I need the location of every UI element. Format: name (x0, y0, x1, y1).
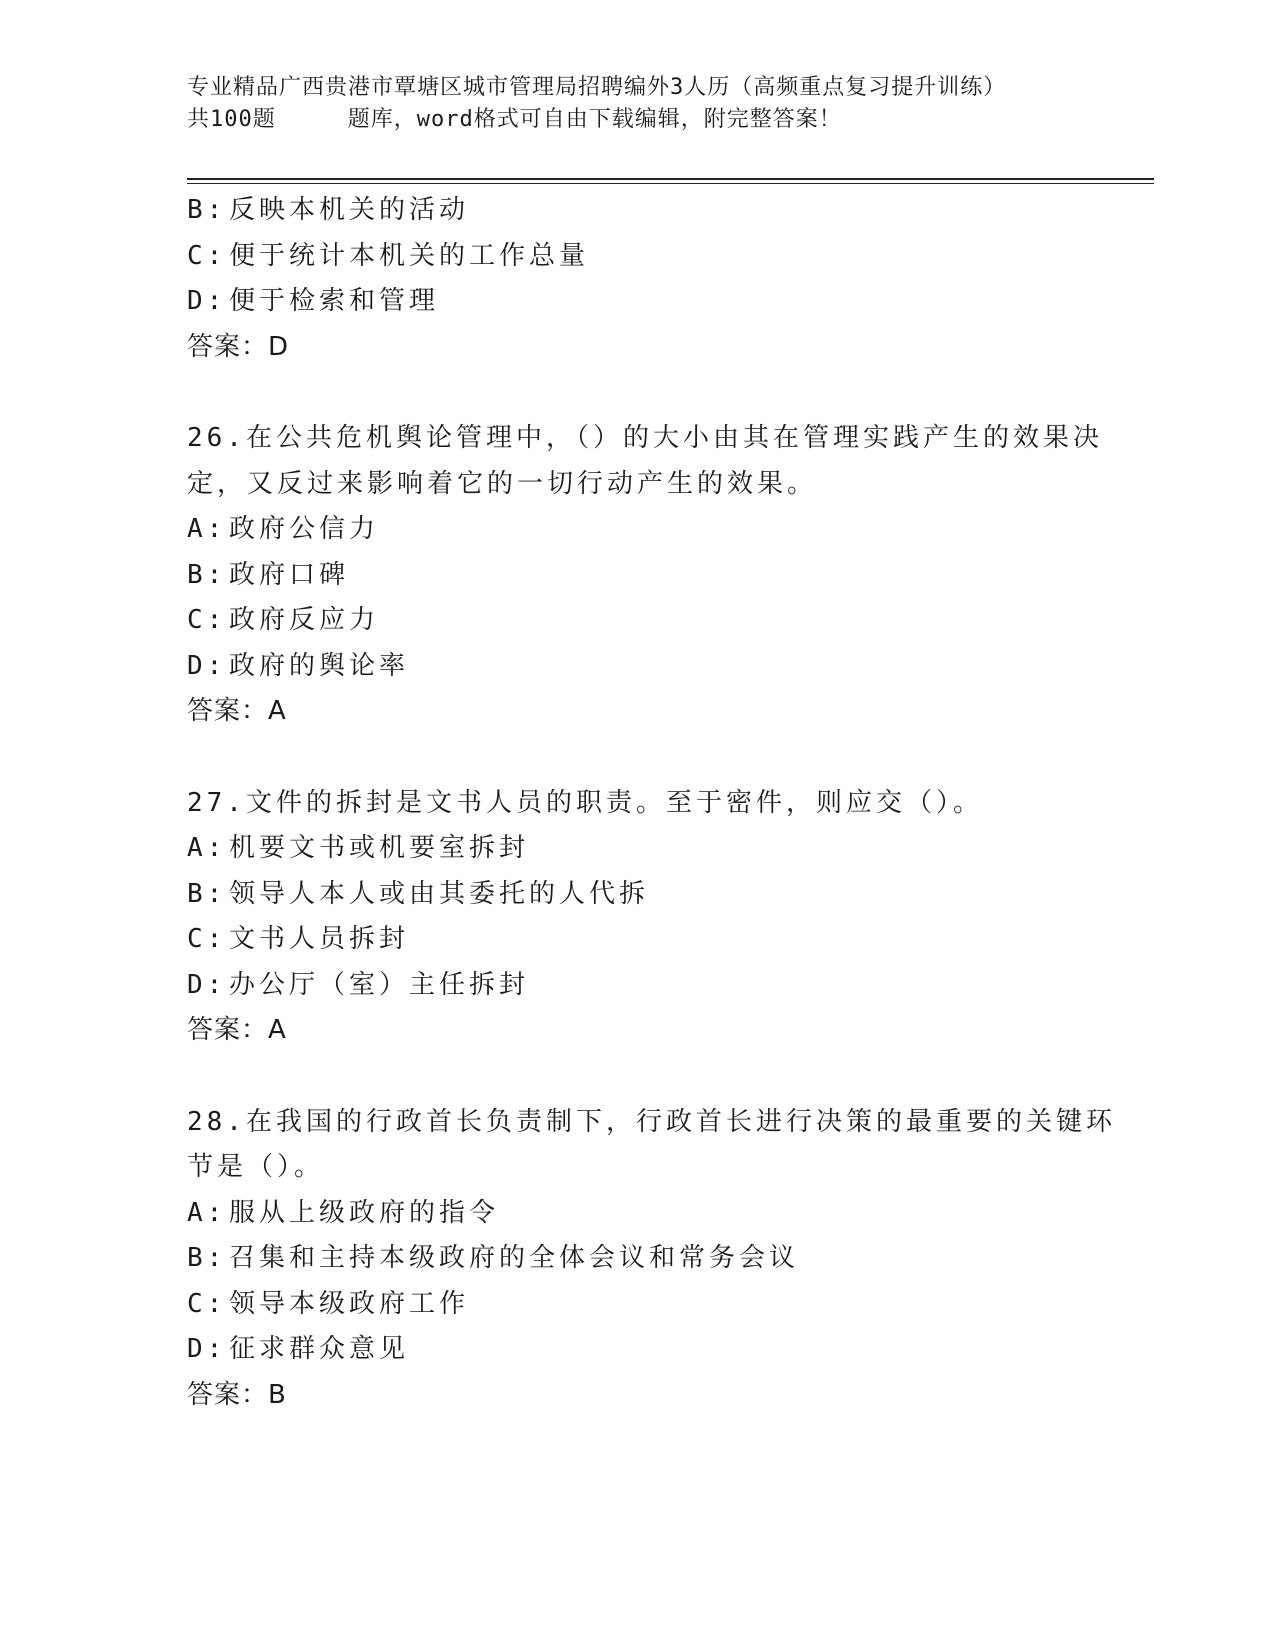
option-c: C: 文书人员拆封 (187, 924, 410, 954)
question-26 (187, 416, 1103, 735)
header-divider-thin (187, 183, 1154, 184)
answer-line: 答案：B (187, 1379, 287, 1410)
option-c: C: 政府反应力 (187, 605, 380, 635)
question-27 (187, 781, 1087, 1054)
option-b: B: 召集和主持本级政府的全体会议和常务会议 (187, 1243, 800, 1273)
header-description: 题库，word格式可自由下载编辑，附完整答案！ (347, 107, 842, 132)
question-stem-continued: 定，又反过来影响着它的一切行动产生的效果。 (187, 468, 818, 499)
option-b: B: 政府口碑 (187, 559, 350, 590)
option-a: A: 政府公信力 (187, 514, 380, 544)
page-header (187, 72, 1087, 136)
option-b: B: 反映本机关的活动 (187, 195, 470, 225)
option-b: B: 领导人本人或由其委托的人代拆 (187, 878, 650, 909)
question-stem: 27.文件的拆封是文书人员的职责。至于密件，则应交（）。 (187, 787, 983, 818)
header-count: 共100题 (187, 107, 276, 132)
answer-line: 答案：A (187, 696, 287, 726)
previous-question-block (187, 188, 1087, 370)
option-d: D: 便于检索和管理 (187, 286, 440, 316)
question-28 (187, 1100, 1116, 1419)
option-c: C: 领导本级政府工作 (187, 1288, 470, 1319)
question-content (187, 188, 1116, 1418)
question-stem: 28.在我国的行政首长负责制下，行政首长进行决策的最重要的关键环 (187, 1106, 1116, 1137)
header-divider-thick (187, 178, 1154, 180)
question-stem-continued: 节是（）。 (187, 1152, 325, 1182)
option-a: A: 服从上级政府的指令 (187, 1197, 500, 1228)
option-d: D: 政府的舆论率 (187, 650, 410, 681)
option-d: D: 征求群众意见 (187, 1334, 410, 1364)
answer-line: 答案：A (187, 1015, 287, 1045)
answer-line: 答案：D (187, 331, 290, 362)
question-stem: 26.在公共危机舆论管理中，（）的大小由其在管理实践产生的效果决 (187, 423, 1103, 453)
option-c: C: 便于统计本机关的工作总量 (187, 240, 590, 271)
header-title-line2 (187, 104, 1087, 136)
header-title-line1: 专业精品广西贵港市覃塘区城市管理局招聘编外3人历（高频重点复习提升训练） (187, 75, 1007, 100)
option-d: D: 办公厅（室）主任拆封 (187, 969, 530, 1000)
option-a: A: 机要文书或机要室拆封 (187, 833, 530, 863)
